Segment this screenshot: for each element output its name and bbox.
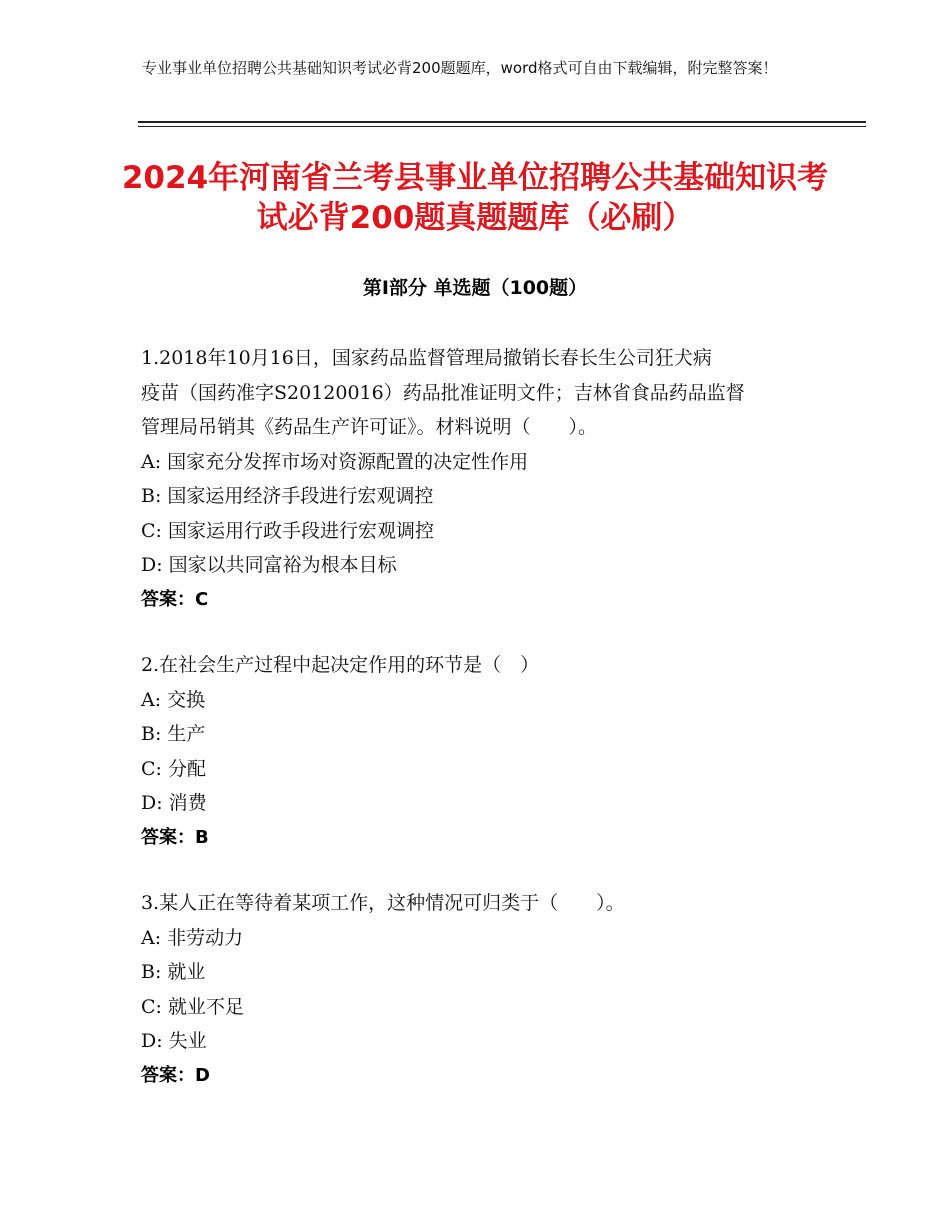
- question-stem-line: 管理局吊销其《药品生产许可证》。材料说明（ ）。: [141, 416, 598, 438]
- option-b: B: 就业: [141, 961, 206, 983]
- document-title: 2024年河南省兰考县事业单位招聘公共基础知识考试必背200题真题题库（必刷）: [121, 160, 829, 236]
- header-rule-thin: [138, 126, 866, 127]
- option-a: A: 非劳动力: [141, 926, 244, 949]
- option-d: D: 失业: [141, 1030, 207, 1052]
- option-a: A: 交换: [141, 688, 206, 711]
- question-stem-line: 3.某人正在等待着某项工作，这种情况可归类于（ ）。: [141, 892, 625, 914]
- question-1: [141, 341, 821, 617]
- question-2: [141, 648, 821, 855]
- answer: 答案：B: [141, 826, 209, 848]
- header-rule-thick: [138, 121, 866, 123]
- option-d: D: 国家以共同富裕为根本目标: [141, 554, 397, 576]
- header-note: 专业事业单位招聘公共基础知识考试必背200题题库，word格式可自由下载编辑，附完整答案！: [142, 59, 778, 77]
- question-3: [141, 886, 821, 1093]
- answer: 答案：C: [141, 588, 209, 610]
- option-a: A: 国家充分发挥市场对资源配置的决定性作用: [141, 450, 529, 473]
- answer: 答案：D: [141, 1064, 210, 1086]
- option-c: C: 分配: [141, 757, 206, 780]
- question-stem-line: 2.在社会生产过程中起决定作用的环节是（ ）: [141, 654, 540, 676]
- option-d: D: 消费: [141, 792, 207, 814]
- option-b: B: 国家运用经济手段进行宏观调控: [141, 485, 434, 507]
- question-stem-line: 1.2018年10月16日，国家药品监督管理局撤销长春长生公司狂犬病: [141, 347, 712, 369]
- section-heading: 第Ⅰ部分 单选题（100题）: [362, 277, 588, 299]
- option-b: B: 生产: [141, 723, 206, 745]
- question-stem-line: 疫苗（国药准字S20120016）药品批准证明文件；吉林省食品药品监督: [141, 381, 745, 404]
- option-c: C: 就业不足: [141, 995, 244, 1018]
- option-c: C: 国家运用行政手段进行宏观调控: [141, 519, 434, 542]
